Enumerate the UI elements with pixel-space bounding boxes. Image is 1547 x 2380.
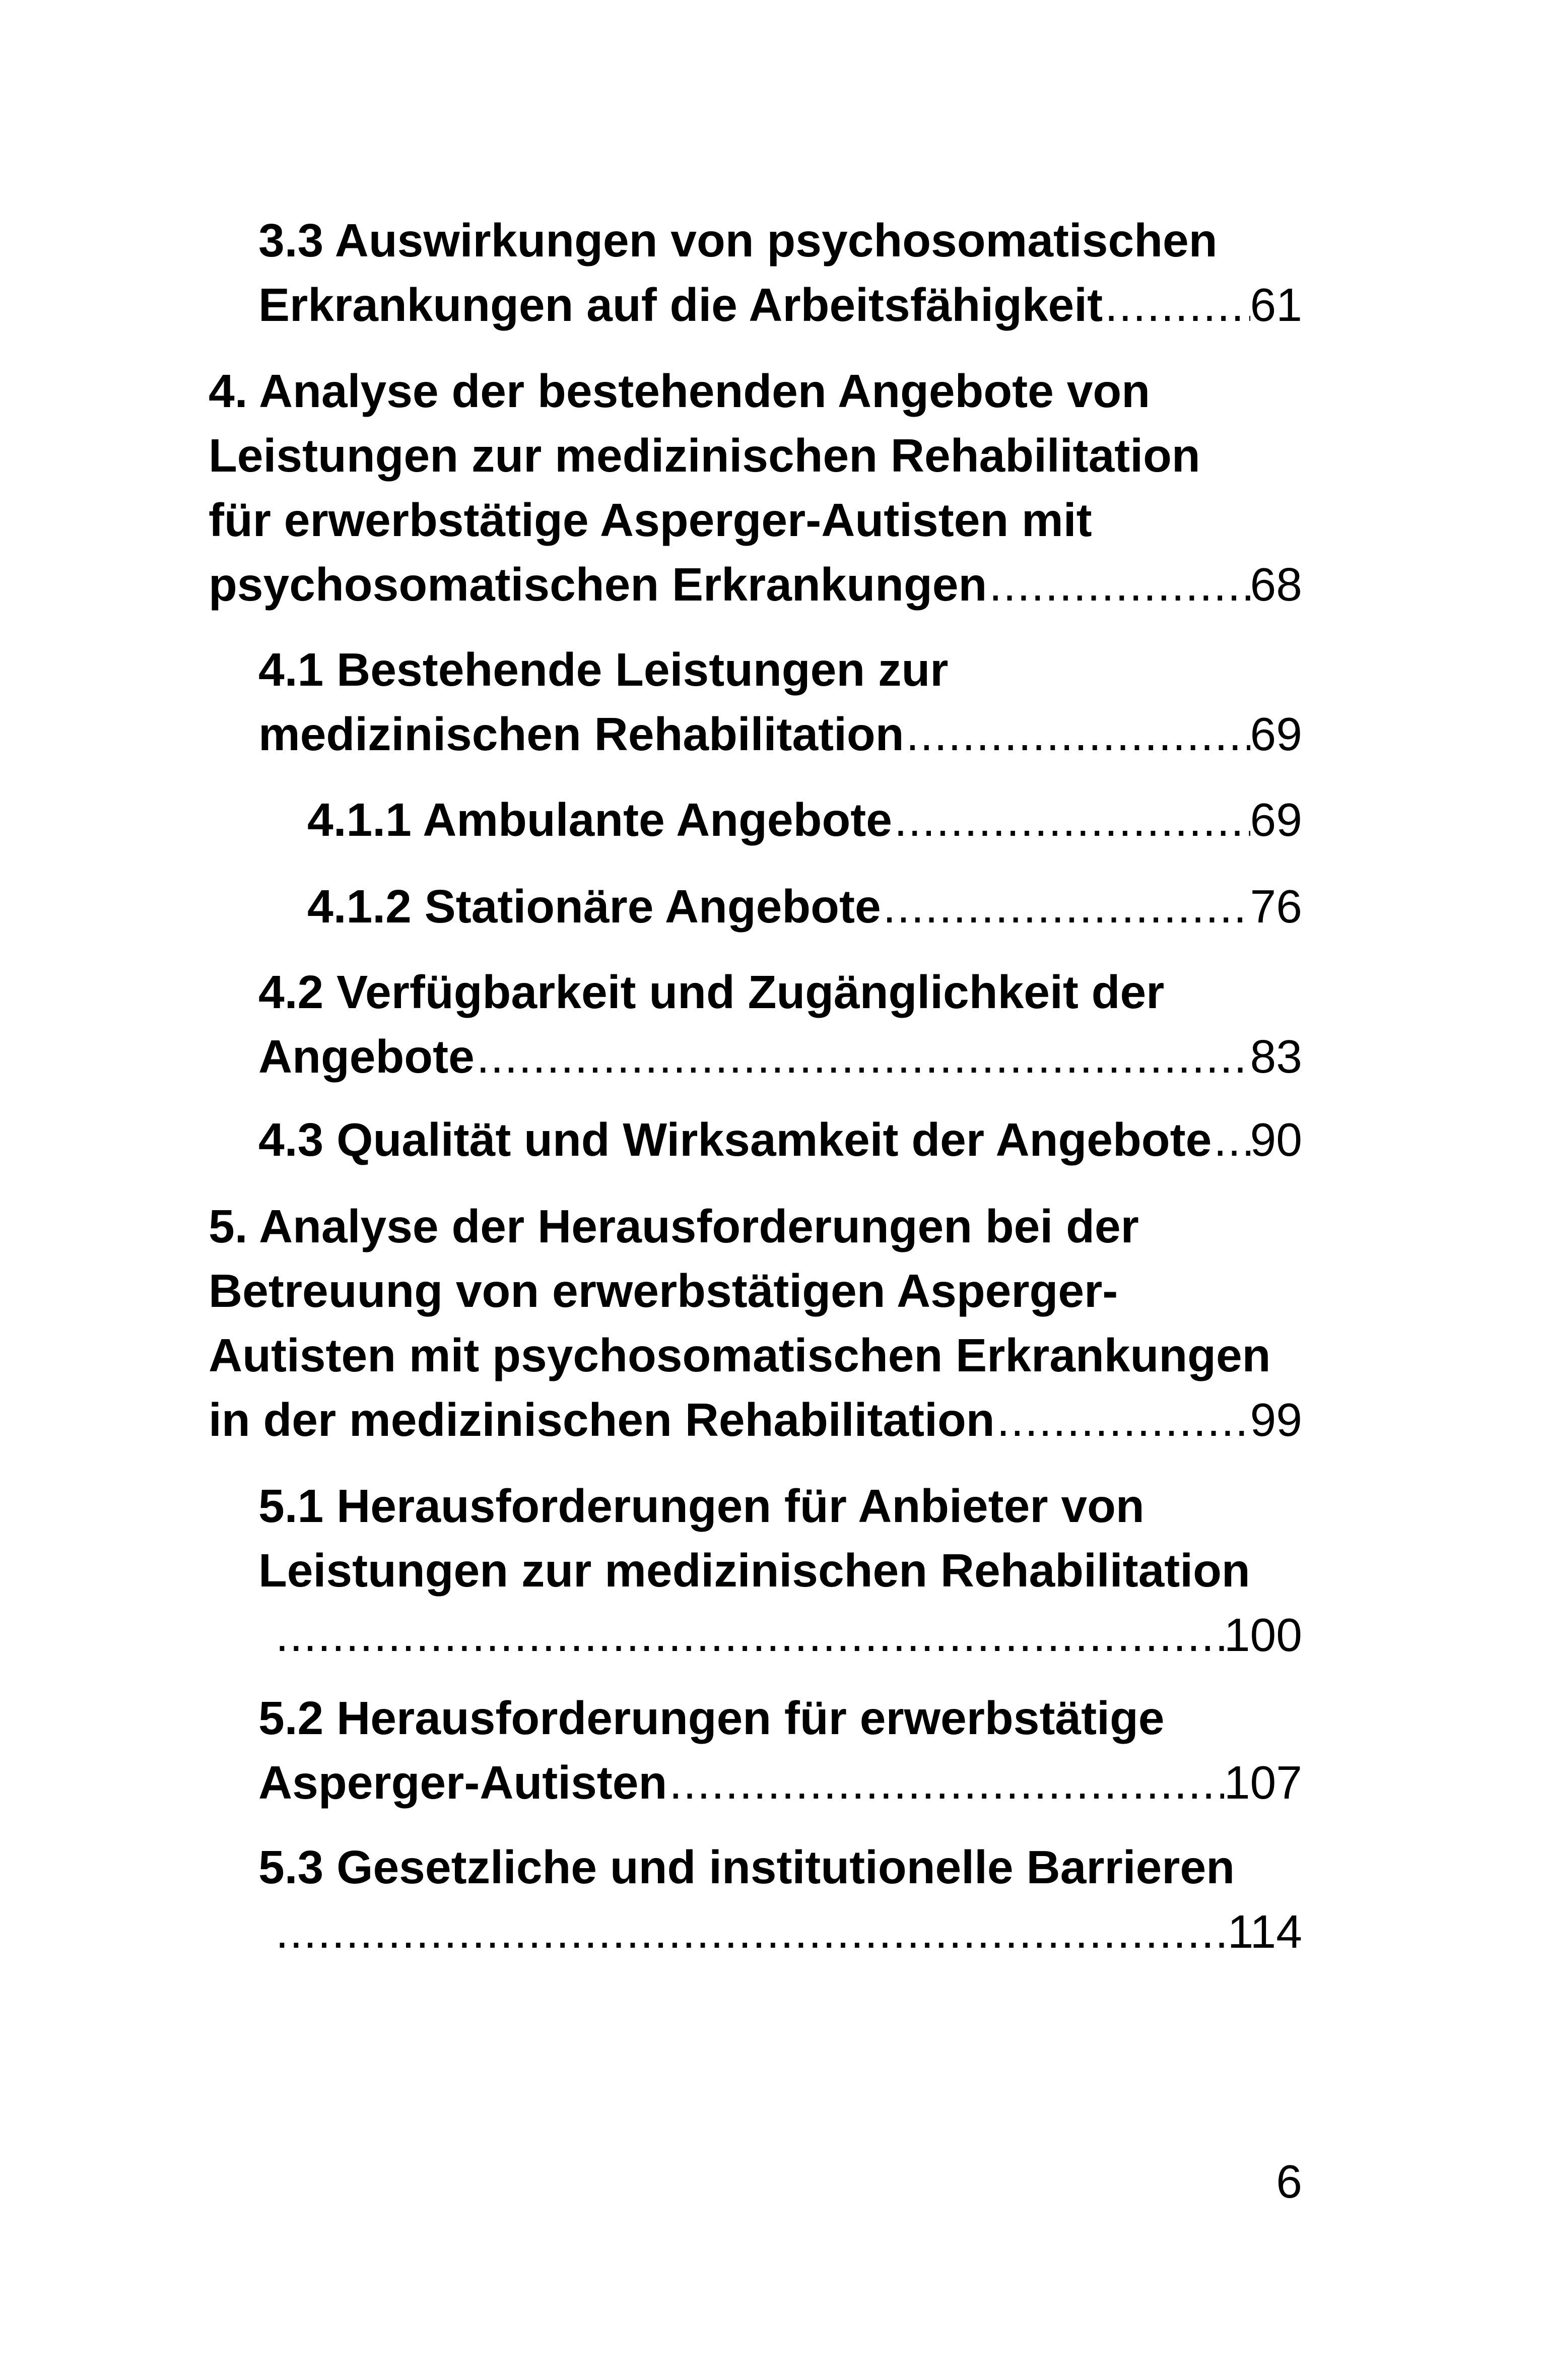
dot-leader — [1103, 273, 1250, 337]
toc-entry-line: Asperger-Autisten — [258, 1756, 667, 1809]
dot-leader — [987, 552, 1250, 617]
toc-page-number: 114 — [1227, 1905, 1302, 1958]
toc-entry-line: 4. Analyse der bestehenden Angebote von — [209, 365, 1151, 417]
toc-entry-4-1-1[interactable] — [307, 787, 1302, 852]
dot-leader — [274, 1603, 1224, 1667]
toc-entry-4[interactable] — [209, 359, 1302, 617]
toc-entry-4-3[interactable] — [258, 1107, 1302, 1172]
toc-entry-line: 4.3 Qualität und Wirksamkeit der Angebote — [258, 1113, 1212, 1166]
toc-page-number: 99 — [1250, 1394, 1302, 1446]
toc-entry-line: Leistungen zur medizinischen Rehabilitation — [258, 1544, 1250, 1597]
toc-page-number: 107 — [1224, 1756, 1302, 1809]
toc-entry-4-1[interactable] — [258, 637, 1302, 766]
toc-entry-line: 4.2 Verfügbarkeit und Zugänglichkeit der — [258, 966, 1165, 1018]
dot-leader — [995, 1387, 1250, 1452]
toc-entry-line: in der medizinischen Rehabilitation — [209, 1394, 995, 1446]
toc-page-number: 100 — [1224, 1609, 1302, 1661]
toc-page-number: 76 — [1250, 880, 1302, 933]
toc-entry-line: 4.1.1 Ambulante Angebote — [307, 794, 892, 846]
toc-entry-line: Autisten mit psychosomatischen Erkrankungen — [209, 1329, 1271, 1381]
toc-entry-line: Angebote — [258, 1030, 475, 1083]
dot-leader — [667, 1750, 1224, 1815]
toc-entry-line: 5.3 Gesetzliche und institutionelle Barrieren — [258, 1841, 1235, 1893]
toc-page-number: 69 — [1250, 708, 1302, 760]
toc-page-number: 83 — [1250, 1030, 1302, 1083]
toc-entry-line: psychosomatischen Erkrankungen — [209, 558, 987, 611]
toc-entry-line: Erkrankungen auf die Arbeitsfähigkeit — [258, 279, 1103, 331]
toc-entry-5-2[interactable] — [258, 1686, 1302, 1815]
dot-leader — [904, 702, 1250, 766]
toc-entry-5[interactable] — [209, 1194, 1302, 1452]
toc-entry-line: für erwerbstätige Asperger-Autisten mit — [209, 494, 1092, 546]
page-number: 6 — [1276, 2155, 1302, 2208]
toc-page-number: 90 — [1250, 1113, 1302, 1166]
toc-entry-line: medizinischen Rehabilitation — [258, 708, 904, 760]
toc-entry-line: 4.1.2 Stationäre Angebote — [307, 880, 881, 933]
dot-leader — [881, 874, 1250, 939]
toc-entry-4-1-2[interactable] — [307, 874, 1302, 939]
toc-page-number: 69 — [1250, 794, 1302, 846]
toc-entry-line: Leistungen zur medizinischen Rehabilitation — [209, 429, 1200, 482]
toc-entry-line: Betreuung von erwerbstätigen Asperger- — [209, 1265, 1118, 1317]
toc-entry-line: 5. Analyse der Herausforderungen bei der — [209, 1200, 1139, 1252]
dot-leader — [475, 1024, 1250, 1089]
toc-entry-line: 3.3 Auswirkungen von psychosomatischen — [258, 214, 1218, 267]
toc-entry-5-3[interactable] — [258, 1835, 1302, 1964]
toc-entry-line: 4.1 Bestehende Leistungen zur — [258, 643, 949, 696]
toc-page-number: 61 — [1250, 279, 1302, 331]
toc-entry-3-3[interactable] — [258, 208, 1302, 337]
toc-entry-line: 5.1 Herausforderungen für Anbieter von — [258, 1480, 1145, 1532]
dot-leader — [892, 787, 1250, 852]
toc-entry-line: 5.2 Herausforderungen für erwerbstätige — [258, 1692, 1165, 1744]
toc-entry-4-2[interactable] — [258, 960, 1302, 1089]
dot-leader — [274, 1899, 1228, 1964]
dot-leader — [1212, 1107, 1250, 1172]
toc-page-number: 68 — [1250, 558, 1302, 611]
toc-entry-5-1[interactable] — [258, 1474, 1302, 1667]
